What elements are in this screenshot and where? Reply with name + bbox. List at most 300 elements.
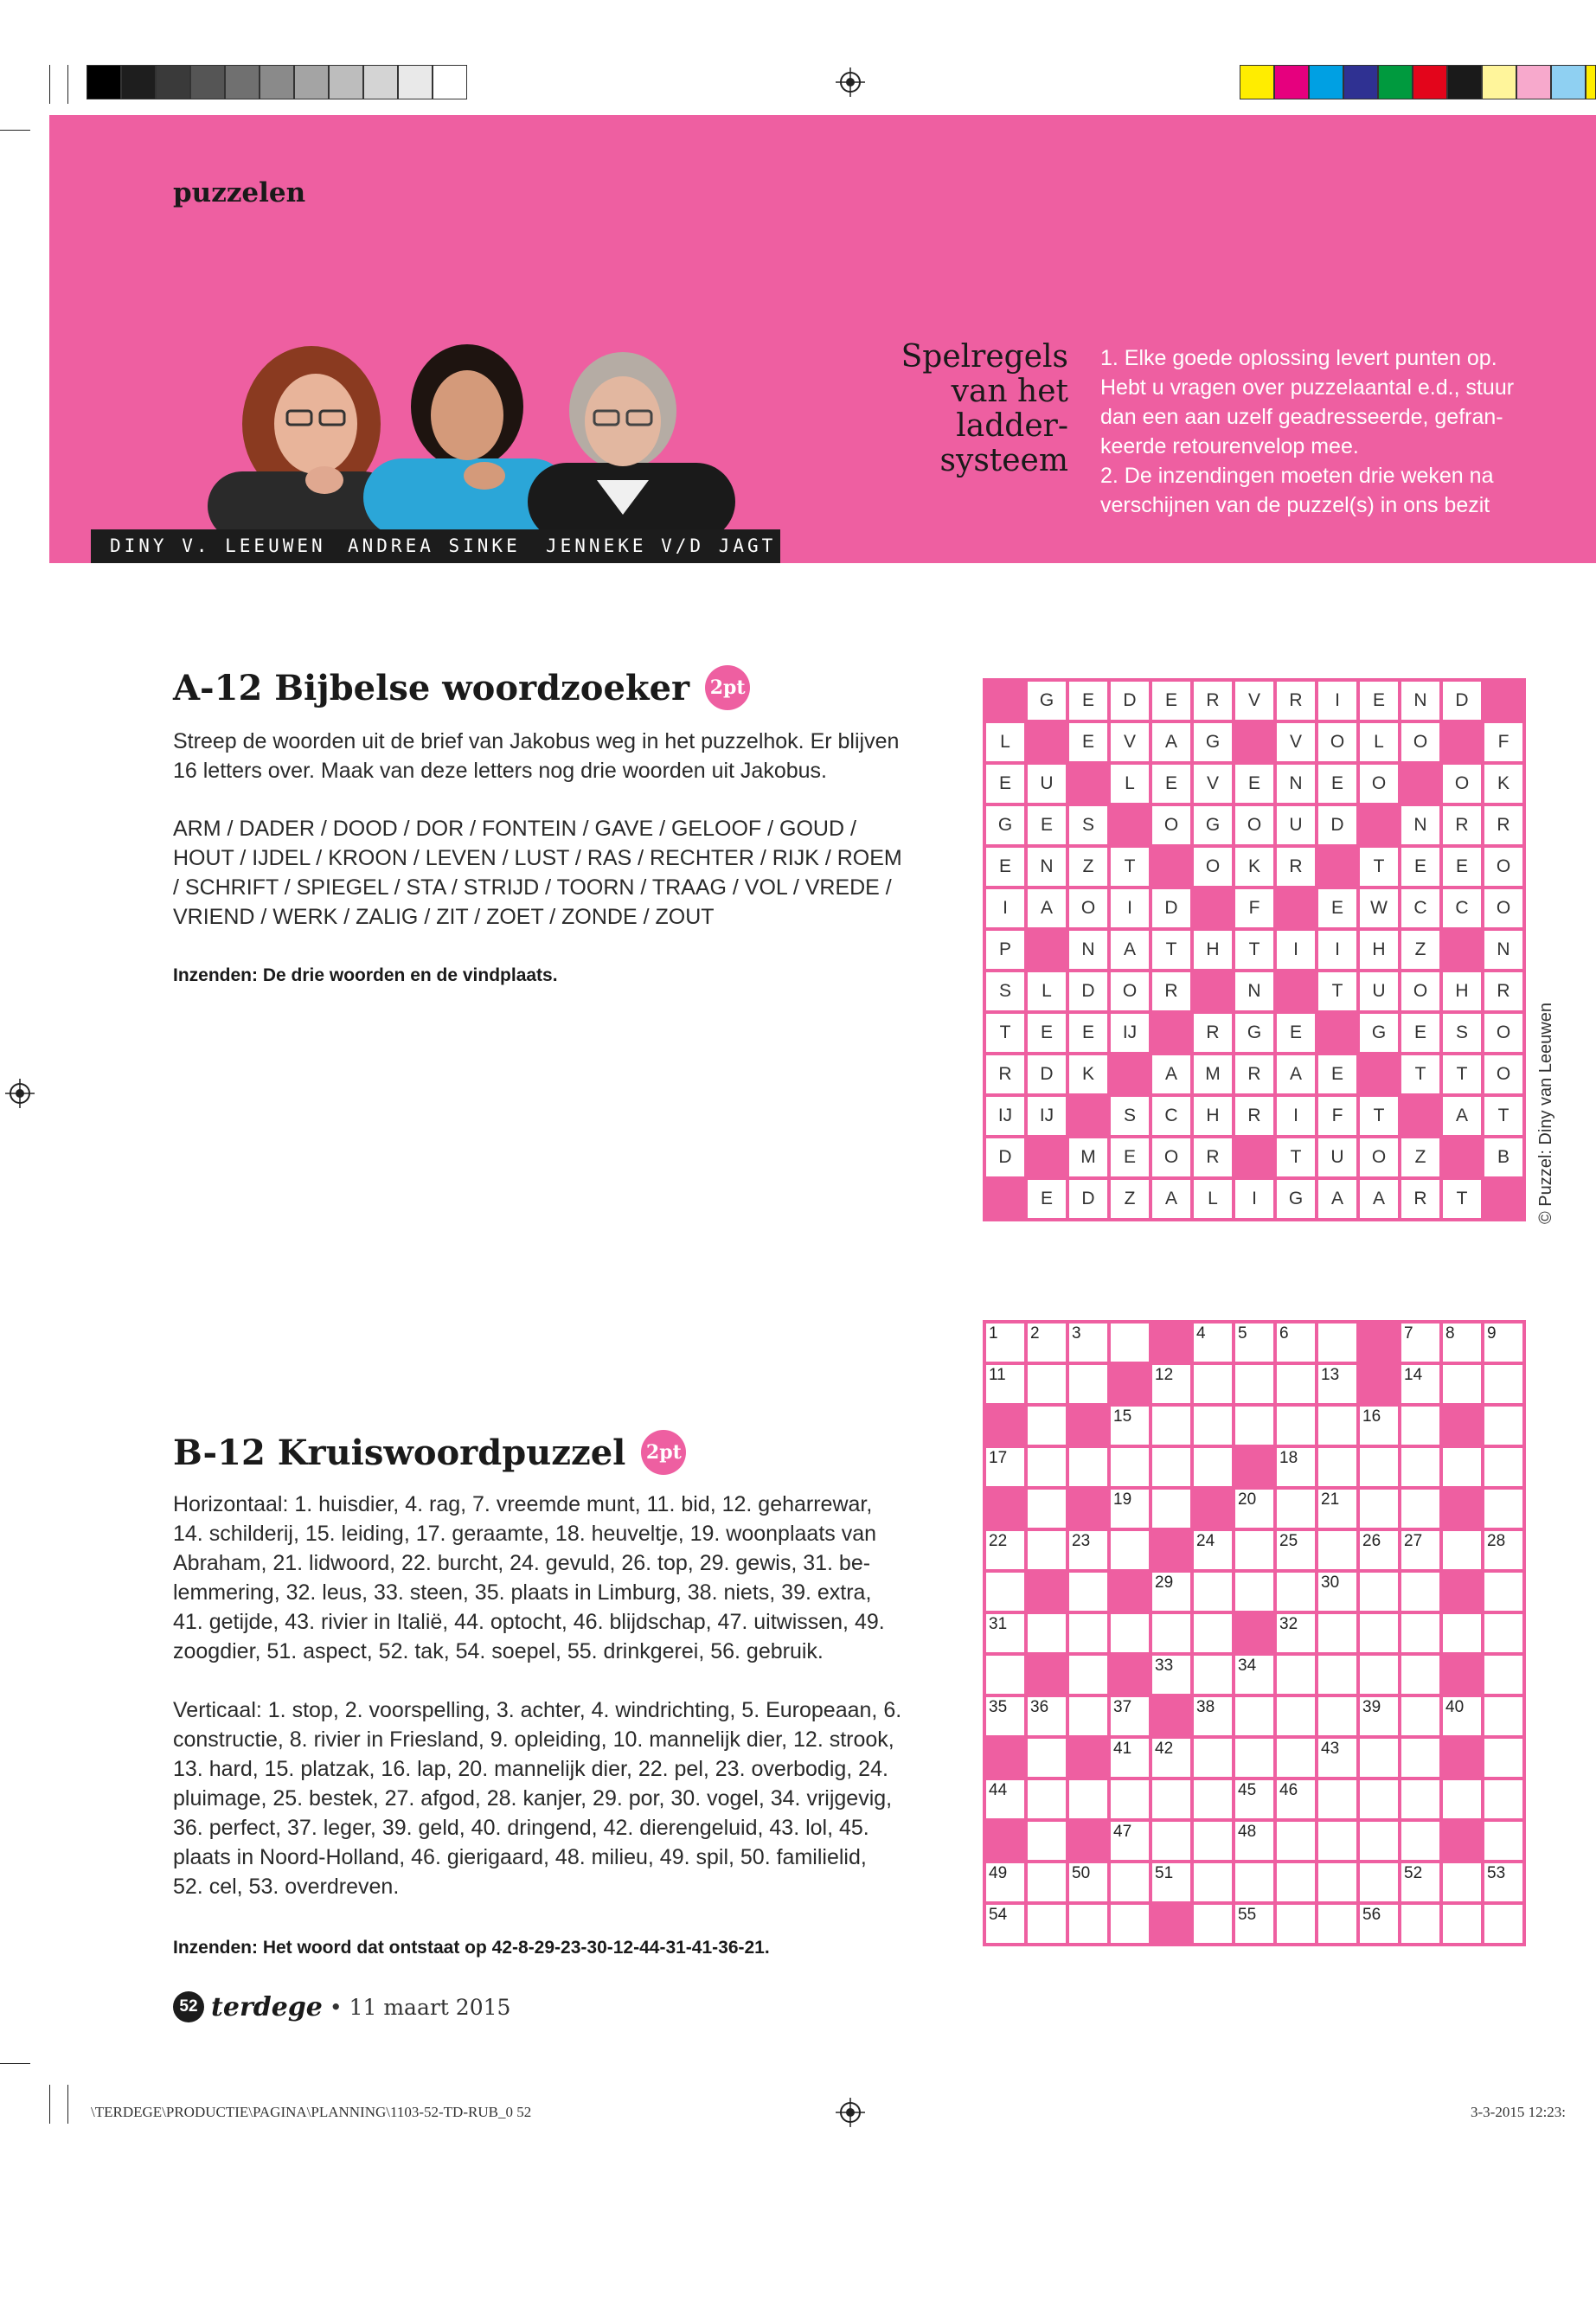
- grid-cell[interactable]: [1067, 721, 1109, 763]
- grid-cell[interactable]: [1109, 1137, 1151, 1178]
- grid-cell[interactable]: [1026, 1612, 1067, 1654]
- grid-cell[interactable]: [1400, 1529, 1441, 1571]
- grid-cell[interactable]: [1441, 971, 1483, 1012]
- grid-cell[interactable]: [1317, 1612, 1358, 1654]
- grid-cell[interactable]: [1275, 1654, 1317, 1695]
- grid-cell[interactable]: [1026, 846, 1067, 888]
- grid-cell[interactable]: [1067, 1012, 1109, 1054]
- grid-cell[interactable]: [1026, 1446, 1067, 1488]
- grid-cell[interactable]: [1483, 1571, 1524, 1612]
- grid-cell[interactable]: [1400, 971, 1441, 1012]
- grid-cell[interactable]: [1275, 1820, 1317, 1862]
- grid-cell[interactable]: [1192, 680, 1234, 721]
- grid-cell[interactable]: [984, 1695, 1026, 1737]
- grid-cell[interactable]: [1275, 1779, 1317, 1820]
- grid-cell[interactable]: [1358, 1612, 1400, 1654]
- grid-cell[interactable]: [1317, 1054, 1358, 1095]
- grid-cell[interactable]: [1275, 1137, 1317, 1178]
- grid-cell[interactable]: [1483, 763, 1524, 804]
- grid-cell[interactable]: [984, 1612, 1026, 1654]
- grid-cell[interactable]: [1483, 846, 1524, 888]
- grid-cell[interactable]: [1234, 1695, 1275, 1737]
- grid-cell[interactable]: [984, 721, 1026, 763]
- grid-cell[interactable]: [984, 1054, 1026, 1095]
- grid-cell[interactable]: [1109, 929, 1151, 971]
- grid-cell[interactable]: [1109, 846, 1151, 888]
- grid-cell[interactable]: [1067, 971, 1109, 1012]
- grid-cell[interactable]: [1192, 1363, 1234, 1405]
- grid-cell[interactable]: [984, 804, 1026, 846]
- grid-cell[interactable]: [1317, 1903, 1358, 1945]
- grid-cell[interactable]: [1234, 1095, 1275, 1137]
- grid-cell[interactable]: [1400, 680, 1441, 721]
- grid-cell[interactable]: [1067, 1178, 1109, 1220]
- grid-cell[interactable]: [984, 1779, 1026, 1820]
- grid-cell[interactable]: [1275, 763, 1317, 804]
- grid-cell[interactable]: [1026, 1903, 1067, 1945]
- grid-cell[interactable]: [1358, 1737, 1400, 1779]
- grid-cell[interactable]: [984, 1322, 1026, 1363]
- grid-cell[interactable]: [1192, 763, 1234, 804]
- grid-cell[interactable]: [1317, 1322, 1358, 1363]
- grid-cell[interactable]: [1067, 1363, 1109, 1405]
- grid-cell[interactable]: [1151, 1612, 1192, 1654]
- grid-cell[interactable]: [1441, 1695, 1483, 1737]
- grid-cell[interactable]: [1483, 804, 1524, 846]
- grid-cell[interactable]: [1192, 1779, 1234, 1820]
- grid-cell[interactable]: [1275, 1571, 1317, 1612]
- grid-cell[interactable]: [1275, 1322, 1317, 1363]
- grid-cell[interactable]: [1067, 1903, 1109, 1945]
- grid-cell[interactable]: [1067, 1612, 1109, 1654]
- grid-cell[interactable]: [1317, 1862, 1358, 1903]
- grid-cell[interactable]: [1483, 721, 1524, 763]
- grid-cell[interactable]: [1275, 1178, 1317, 1220]
- grid-cell[interactable]: [1192, 929, 1234, 971]
- grid-cell[interactable]: [1067, 846, 1109, 888]
- grid-cell[interactable]: [1109, 1095, 1151, 1137]
- grid-cell[interactable]: [984, 1862, 1026, 1903]
- grid-cell[interactable]: [1192, 1137, 1234, 1178]
- grid-cell[interactable]: [1400, 1405, 1441, 1446]
- grid-cell[interactable]: [984, 1095, 1026, 1137]
- grid-cell[interactable]: [1275, 1012, 1317, 1054]
- grid-cell[interactable]: [1400, 1862, 1441, 1903]
- grid-cell[interactable]: [1441, 1322, 1483, 1363]
- grid-cell[interactable]: [1192, 804, 1234, 846]
- grid-cell[interactable]: [1317, 1488, 1358, 1529]
- grid-cell[interactable]: [1192, 1903, 1234, 1945]
- grid-cell[interactable]: [1234, 1054, 1275, 1095]
- grid-cell[interactable]: [1483, 1820, 1524, 1862]
- grid-cell[interactable]: [1026, 1322, 1067, 1363]
- grid-cell[interactable]: [1441, 1903, 1483, 1945]
- grid-cell[interactable]: [1441, 1862, 1483, 1903]
- grid-cell[interactable]: [1026, 804, 1067, 846]
- grid-cell[interactable]: [1234, 1405, 1275, 1446]
- grid-cell[interactable]: [1151, 1779, 1192, 1820]
- grid-cell[interactable]: [1026, 1862, 1067, 1903]
- grid-cell[interactable]: [1483, 1095, 1524, 1137]
- grid-cell[interactable]: [1109, 1012, 1151, 1054]
- grid-cell[interactable]: [1234, 1363, 1275, 1405]
- grid-cell[interactable]: [1317, 1446, 1358, 1488]
- grid-cell[interactable]: [1317, 1178, 1358, 1220]
- grid-cell[interactable]: [1067, 1054, 1109, 1095]
- grid-cell[interactable]: [1358, 1903, 1400, 1945]
- grid-cell[interactable]: [1358, 929, 1400, 971]
- grid-cell[interactable]: [1192, 1322, 1234, 1363]
- grid-cell[interactable]: [984, 846, 1026, 888]
- grid-cell[interactable]: [1109, 888, 1151, 929]
- grid-cell[interactable]: [1483, 1322, 1524, 1363]
- grid-cell[interactable]: [1400, 1488, 1441, 1529]
- grid-cell[interactable]: [1109, 763, 1151, 804]
- grid-cell[interactable]: [1317, 888, 1358, 929]
- grid-cell[interactable]: [1151, 1737, 1192, 1779]
- grid-cell[interactable]: [1234, 1903, 1275, 1945]
- grid-cell[interactable]: [1109, 971, 1151, 1012]
- grid-cell[interactable]: [1234, 763, 1275, 804]
- grid-cell[interactable]: [1441, 1529, 1483, 1571]
- grid-cell[interactable]: [1067, 1654, 1109, 1695]
- grid-cell[interactable]: [1400, 804, 1441, 846]
- grid-cell[interactable]: [1483, 1903, 1524, 1945]
- grid-cell[interactable]: [1192, 1737, 1234, 1779]
- grid-cell[interactable]: [1358, 971, 1400, 1012]
- grid-cell[interactable]: [1151, 1137, 1192, 1178]
- grid-cell[interactable]: [1275, 680, 1317, 721]
- grid-cell[interactable]: [1151, 1178, 1192, 1220]
- grid-cell[interactable]: [1234, 1737, 1275, 1779]
- grid-cell[interactable]: [1441, 1095, 1483, 1137]
- grid-cell[interactable]: [1483, 1054, 1524, 1095]
- grid-cell[interactable]: [1275, 1095, 1317, 1137]
- grid-cell[interactable]: [984, 1012, 1026, 1054]
- grid-cell[interactable]: [1400, 1820, 1441, 1862]
- grid-cell[interactable]: [1275, 1862, 1317, 1903]
- grid-cell[interactable]: [1026, 1012, 1067, 1054]
- grid-cell[interactable]: [1067, 680, 1109, 721]
- grid-cell[interactable]: [1400, 1012, 1441, 1054]
- grid-cell[interactable]: [1192, 1820, 1234, 1862]
- grid-cell[interactable]: [1275, 1446, 1317, 1488]
- grid-cell[interactable]: [1400, 929, 1441, 971]
- grid-cell[interactable]: [984, 1529, 1026, 1571]
- grid-cell[interactable]: [1275, 1612, 1317, 1654]
- grid-cell[interactable]: [1109, 1529, 1151, 1571]
- grid-cell[interactable]: [1400, 1695, 1441, 1737]
- grid-cell[interactable]: [1400, 846, 1441, 888]
- grid-cell[interactable]: [1358, 1654, 1400, 1695]
- grid-cell[interactable]: [1317, 1695, 1358, 1737]
- grid-cell[interactable]: [1026, 680, 1067, 721]
- grid-cell[interactable]: [1400, 1654, 1441, 1695]
- grid-cell[interactable]: [1234, 1654, 1275, 1695]
- grid-cell[interactable]: [1400, 1779, 1441, 1820]
- grid-cell[interactable]: [1483, 1446, 1524, 1488]
- grid-cell[interactable]: [1317, 1363, 1358, 1405]
- grid-cell[interactable]: [1317, 1095, 1358, 1137]
- grid-cell[interactable]: [1317, 1654, 1358, 1695]
- grid-cell[interactable]: [1358, 1779, 1400, 1820]
- grid-cell[interactable]: [1234, 888, 1275, 929]
- grid-cell[interactable]: [1400, 1054, 1441, 1095]
- grid-cell[interactable]: [1275, 1363, 1317, 1405]
- grid-cell[interactable]: [1067, 1137, 1109, 1178]
- grid-cell[interactable]: [1441, 804, 1483, 846]
- grid-cell[interactable]: [1192, 1654, 1234, 1695]
- grid-cell[interactable]: [1192, 1862, 1234, 1903]
- grid-cell[interactable]: [1483, 1779, 1524, 1820]
- grid-cell[interactable]: [1483, 1363, 1524, 1405]
- grid-cell[interactable]: [1483, 1654, 1524, 1695]
- grid-cell[interactable]: [1275, 1903, 1317, 1945]
- grid-cell[interactable]: [1275, 1529, 1317, 1571]
- grid-cell[interactable]: [1151, 1446, 1192, 1488]
- grid-cell[interactable]: [984, 929, 1026, 971]
- grid-cell[interactable]: [1358, 1529, 1400, 1571]
- grid-cell[interactable]: [1151, 929, 1192, 971]
- grid-cell[interactable]: [1026, 971, 1067, 1012]
- grid-cell[interactable]: [1358, 1488, 1400, 1529]
- grid-cell[interactable]: [1358, 1862, 1400, 1903]
- grid-cell[interactable]: [1192, 846, 1234, 888]
- grid-cell[interactable]: [1067, 804, 1109, 846]
- grid-cell[interactable]: [1483, 1695, 1524, 1737]
- grid-cell[interactable]: [1109, 1820, 1151, 1862]
- grid-cell[interactable]: [1275, 1737, 1317, 1779]
- grid-cell[interactable]: [1151, 1571, 1192, 1612]
- grid-cell[interactable]: [1358, 1571, 1400, 1612]
- grid-cell[interactable]: [1483, 888, 1524, 929]
- grid-cell[interactable]: [984, 1137, 1026, 1178]
- grid-cell[interactable]: [1483, 1012, 1524, 1054]
- grid-cell[interactable]: [1234, 1862, 1275, 1903]
- grid-cell[interactable]: [1067, 888, 1109, 929]
- grid-cell[interactable]: [1109, 1446, 1151, 1488]
- grid-cell[interactable]: [1067, 929, 1109, 971]
- grid-cell[interactable]: [1441, 680, 1483, 721]
- grid-cell[interactable]: [1358, 1095, 1400, 1137]
- grid-cell[interactable]: [1358, 763, 1400, 804]
- grid-cell[interactable]: [1109, 1903, 1151, 1945]
- grid-cell[interactable]: [1317, 1779, 1358, 1820]
- grid-cell[interactable]: [1234, 1488, 1275, 1529]
- grid-cell[interactable]: [1192, 1054, 1234, 1095]
- grid-cell[interactable]: [1234, 846, 1275, 888]
- grid-cell[interactable]: [1234, 1571, 1275, 1612]
- grid-cell[interactable]: [1317, 804, 1358, 846]
- grid-cell[interactable]: [1358, 846, 1400, 888]
- grid-cell[interactable]: [1358, 721, 1400, 763]
- grid-cell[interactable]: [1441, 1446, 1483, 1488]
- grid-cell[interactable]: [1026, 1095, 1067, 1137]
- grid-cell[interactable]: [1358, 1012, 1400, 1054]
- grid-cell[interactable]: [1400, 721, 1441, 763]
- grid-cell[interactable]: [1109, 1695, 1151, 1737]
- grid-cell[interactable]: [1317, 1529, 1358, 1571]
- grid-cell[interactable]: [1026, 1695, 1067, 1737]
- grid-cell[interactable]: [1441, 1178, 1483, 1220]
- grid-cell[interactable]: [1192, 1529, 1234, 1571]
- grid-cell[interactable]: [1483, 1137, 1524, 1178]
- grid-cell[interactable]: [1109, 680, 1151, 721]
- grid-cell[interactable]: [1317, 1137, 1358, 1178]
- grid-cell[interactable]: [1400, 1178, 1441, 1220]
- grid-cell[interactable]: [1400, 1612, 1441, 1654]
- grid-cell[interactable]: [1067, 1446, 1109, 1488]
- grid-cell[interactable]: [1109, 1405, 1151, 1446]
- grid-cell[interactable]: [1151, 1363, 1192, 1405]
- grid-cell[interactable]: [1026, 1820, 1067, 1862]
- grid-cell[interactable]: [984, 1654, 1026, 1695]
- grid-cell[interactable]: [1441, 1363, 1483, 1405]
- grid-cell[interactable]: [1317, 1820, 1358, 1862]
- grid-cell[interactable]: [1358, 1820, 1400, 1862]
- grid-cell[interactable]: [1441, 1779, 1483, 1820]
- grid-cell[interactable]: [1358, 1178, 1400, 1220]
- grid-cell[interactable]: [1275, 1488, 1317, 1529]
- grid-cell[interactable]: [1400, 1571, 1441, 1612]
- grid-cell[interactable]: [1234, 1779, 1275, 1820]
- grid-cell[interactable]: [1026, 1178, 1067, 1220]
- grid-cell[interactable]: [1151, 1488, 1192, 1529]
- grid-cell[interactable]: [1109, 1488, 1151, 1529]
- grid-cell[interactable]: [1151, 1095, 1192, 1137]
- grid-cell[interactable]: [1151, 1820, 1192, 1862]
- grid-cell[interactable]: [1151, 1054, 1192, 1095]
- grid-cell[interactable]: [1483, 1488, 1524, 1529]
- grid-cell[interactable]: [1192, 1446, 1234, 1488]
- grid-cell[interactable]: [1358, 1405, 1400, 1446]
- grid-cell[interactable]: [1192, 1012, 1234, 1054]
- grid-cell[interactable]: [1109, 1322, 1151, 1363]
- grid-cell[interactable]: [1151, 1862, 1192, 1903]
- grid-cell[interactable]: [1358, 680, 1400, 721]
- grid-cell[interactable]: [1234, 971, 1275, 1012]
- grid-cell[interactable]: [1067, 1695, 1109, 1737]
- grid-cell[interactable]: [1400, 1322, 1441, 1363]
- grid-cell[interactable]: [1067, 1779, 1109, 1820]
- grid-cell[interactable]: [1026, 1779, 1067, 1820]
- grid-cell[interactable]: [1192, 1612, 1234, 1654]
- grid-cell[interactable]: [1483, 1529, 1524, 1571]
- grid-cell[interactable]: [1483, 1737, 1524, 1779]
- grid-cell[interactable]: [1441, 1612, 1483, 1654]
- grid-cell[interactable]: [1151, 1654, 1192, 1695]
- grid-cell[interactable]: [1275, 804, 1317, 846]
- grid-cell[interactable]: [1483, 1612, 1524, 1654]
- grid-cell[interactable]: [1151, 804, 1192, 846]
- grid-cell[interactable]: [1400, 1737, 1441, 1779]
- grid-cell[interactable]: [984, 888, 1026, 929]
- grid-cell[interactable]: [1275, 721, 1317, 763]
- grid-cell[interactable]: [1441, 888, 1483, 929]
- grid-cell[interactable]: [1026, 1363, 1067, 1405]
- grid-cell[interactable]: [1483, 1862, 1524, 1903]
- grid-cell[interactable]: [1234, 804, 1275, 846]
- grid-cell[interactable]: [1192, 1695, 1234, 1737]
- grid-cell[interactable]: [1234, 1529, 1275, 1571]
- grid-cell[interactable]: [984, 763, 1026, 804]
- grid-cell[interactable]: [1441, 846, 1483, 888]
- grid-cell[interactable]: [1483, 971, 1524, 1012]
- grid-cell[interactable]: [1192, 721, 1234, 763]
- grid-cell[interactable]: [1317, 971, 1358, 1012]
- grid-cell[interactable]: [1400, 1903, 1441, 1945]
- grid-cell[interactable]: [1026, 1488, 1067, 1529]
- grid-cell[interactable]: [1151, 1405, 1192, 1446]
- grid-cell[interactable]: [1234, 1820, 1275, 1862]
- grid-cell[interactable]: [1026, 1737, 1067, 1779]
- grid-cell[interactable]: [1400, 888, 1441, 929]
- grid-cell[interactable]: [1275, 1405, 1317, 1446]
- grid-cell[interactable]: [1234, 1322, 1275, 1363]
- grid-cell[interactable]: [1483, 929, 1524, 971]
- grid-cell[interactable]: [984, 1903, 1026, 1945]
- grid-cell[interactable]: [1151, 680, 1192, 721]
- grid-cell[interactable]: [1234, 1178, 1275, 1220]
- grid-cell[interactable]: [1026, 888, 1067, 929]
- grid-cell[interactable]: [1151, 971, 1192, 1012]
- grid-cell[interactable]: [1275, 929, 1317, 971]
- grid-cell[interactable]: [1441, 763, 1483, 804]
- grid-cell[interactable]: [1358, 888, 1400, 929]
- grid-cell[interactable]: [1358, 1137, 1400, 1178]
- grid-cell[interactable]: [1026, 763, 1067, 804]
- grid-cell[interactable]: [1400, 1446, 1441, 1488]
- grid-cell[interactable]: [984, 1363, 1026, 1405]
- grid-cell[interactable]: [1317, 1571, 1358, 1612]
- grid-cell[interactable]: [1109, 721, 1151, 763]
- grid-cell[interactable]: [1026, 1529, 1067, 1571]
- grid-cell[interactable]: [1358, 1695, 1400, 1737]
- grid-cell[interactable]: [1192, 1095, 1234, 1137]
- grid-cell[interactable]: [1026, 1054, 1067, 1095]
- grid-cell[interactable]: [1109, 1178, 1151, 1220]
- grid-cell[interactable]: [1358, 1446, 1400, 1488]
- grid-cell[interactable]: [1317, 721, 1358, 763]
- grid-cell[interactable]: [1483, 1405, 1524, 1446]
- grid-cell[interactable]: [1109, 1862, 1151, 1903]
- grid-cell[interactable]: [1317, 1737, 1358, 1779]
- grid-cell[interactable]: [1151, 721, 1192, 763]
- grid-cell[interactable]: [984, 1446, 1026, 1488]
- grid-cell[interactable]: [1151, 763, 1192, 804]
- grid-cell[interactable]: [1234, 680, 1275, 721]
- grid-cell[interactable]: [1317, 929, 1358, 971]
- grid-cell[interactable]: [1441, 1012, 1483, 1054]
- grid-cell[interactable]: [1109, 1779, 1151, 1820]
- grid-cell[interactable]: [1234, 1012, 1275, 1054]
- grid-cell[interactable]: [1109, 1612, 1151, 1654]
- grid-cell[interactable]: [1400, 1137, 1441, 1178]
- grid-cell[interactable]: [984, 1571, 1026, 1612]
- grid-cell[interactable]: [1151, 888, 1192, 929]
- grid-cell[interactable]: [1317, 763, 1358, 804]
- grid-cell[interactable]: [1109, 1737, 1151, 1779]
- grid-cell[interactable]: [1192, 1405, 1234, 1446]
- grid-cell[interactable]: [1275, 846, 1317, 888]
- grid-cell[interactable]: [1275, 1695, 1317, 1737]
- grid-cell[interactable]: [1192, 1571, 1234, 1612]
- grid-cell[interactable]: [1067, 1862, 1109, 1903]
- grid-cell[interactable]: [1441, 1054, 1483, 1095]
- grid-cell[interactable]: [1067, 1322, 1109, 1363]
- grid-cell[interactable]: [1192, 1178, 1234, 1220]
- grid-cell[interactable]: [1275, 1054, 1317, 1095]
